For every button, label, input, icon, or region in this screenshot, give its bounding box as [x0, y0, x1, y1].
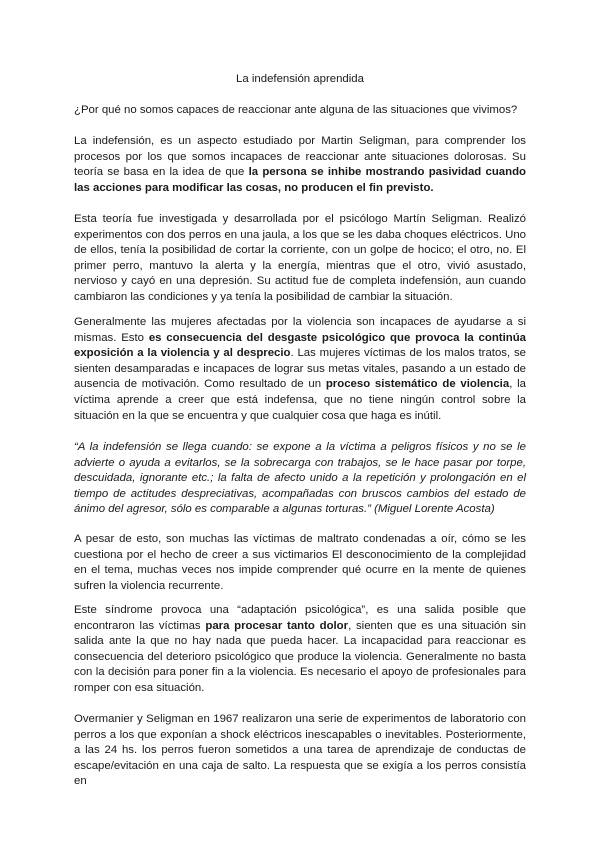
bold-highlight: proceso sistemático de violencia — [325, 378, 510, 391]
bold-highlight: es consecuencia del desgaste psicológico que provoca la continúa exposición a la violencia y al desprecio — [74, 331, 526, 360]
paragraph-text: Este síndrome provoca una “adaptación psicológica”, es una salida posible que encontraron las víctimas — [74, 604, 526, 632]
paragraph-text: Generalmente las mujeres afectadas por la violencia son incapaces de ayudarse a si mismas. Esto — [74, 316, 526, 344]
paragraph-text: . Las mujeres víctimas de los malos tratos, se sienten desamparadas e incapaces de lograr sus metas vitales, pasando a un estado de ausencia de motivación. Como resultado de un — [74, 347, 526, 391]
paragraph-text: , sienten que es una situación sin salida ante la que no hay nada que pueda hacer. La incapacidad para reaccionar es consecuencia del deterioro psicológico que produce la violencia. Generalmente no basta con la decisión para poner fin a la violencia. Es necesario el apoyo de profesionales para romper con esa situación. — [74, 619, 526, 694]
document-title: La indefensión aprendida — [236, 73, 364, 85]
paragraph-dog-experiment: Esta teoría fue investigada y desarrollada por el psicólogo Martín Seligman. Realizó experimentos con dos perros en una jaula, a los que se les daba choques eléctricos. Uno de ellos, tenía la posibilidad de cortar la corriente, con un golpe de hocico; el otro, no. El primer perro, mantuvo la alerta y la energía, mientras que el otro, vivió asustado, nervioso y cayó en una depresión. Su actitud fue de completa indefensión, aun cuando cambiaron las condiciones y ya tenía la posibilidad de cambiar la situación. — [74, 213, 526, 303]
bold-highlight: para procesar tanto dolor — [205, 619, 349, 632]
intro-question: ¿Por qué no somos capaces de reaccionar ante alguna de las situaciones que vivimos? — [74, 104, 518, 116]
paragraph-text: La indefensión, es un aspecto estudiado por Martin Seligman, para comprender los procesos por los que somos incapaces de reaccionar ante situaciones dolorosas. Su teoría se basa en la idea de que — [74, 135, 526, 179]
paragraph-psychological-adaptation — [74, 603, 526, 697]
paragraph-seligman-intro — [74, 134, 526, 196]
paragraph-women-violence — [74, 315, 526, 424]
bold-highlight: la persona se inhibe mostrando pasividad cuando las acciones para modificar las cosas, no producen el fin previsto. — [74, 166, 527, 194]
paragraph-text: , la víctima aprende a creer que está indefensa, que no tiene ningún control sobre la situación en la que se encuentra y que cualquier cosa que haga es inútil. — [74, 378, 526, 422]
quote-lorente-acosta: “A la indefensión se llega cuando: se expone a la víctima a peligros físicos y no se le advierte o ayuda a evitarlos, se la sobrecarga con trabajos, se le hace pasar por torpe, descuidada, ignorante etc.; la falta de afecto unido a la repetición y prolongación en el tiempo de actitudes despreciativas, acompañadas con bruscos cambios del estado de ánimo del agresor, sólo es comparable a algunas torturas.” (Miguel Lorente Acosta) — [74, 441, 526, 516]
paragraph-victims-questioned: A pesar de esto, son muchas las víctimas de maltrato condenadas a oír, cómo se les cuestiona por el hecho de creer a sus victimarios El desconocimiento de la complejidad en el tema, muchas veces nos impide comprender qué ocurre en la mente de quienes sufren la violencia recurrente. — [74, 533, 526, 592]
paragraph-overmanier-experiment: Overmanier y Seligman en 1967 realizaron una serie de experimentos de laboratorio con perros a los que exponían a shock eléctricos inescapables o inevitables. Posteriormente, a las 24 hs. los perros fueron sometidos a una tarea de aprendizaje de conductas de escape/evitación en una caja de salto. La respuesta que se exigía a los perros consistía en — [74, 713, 526, 788]
